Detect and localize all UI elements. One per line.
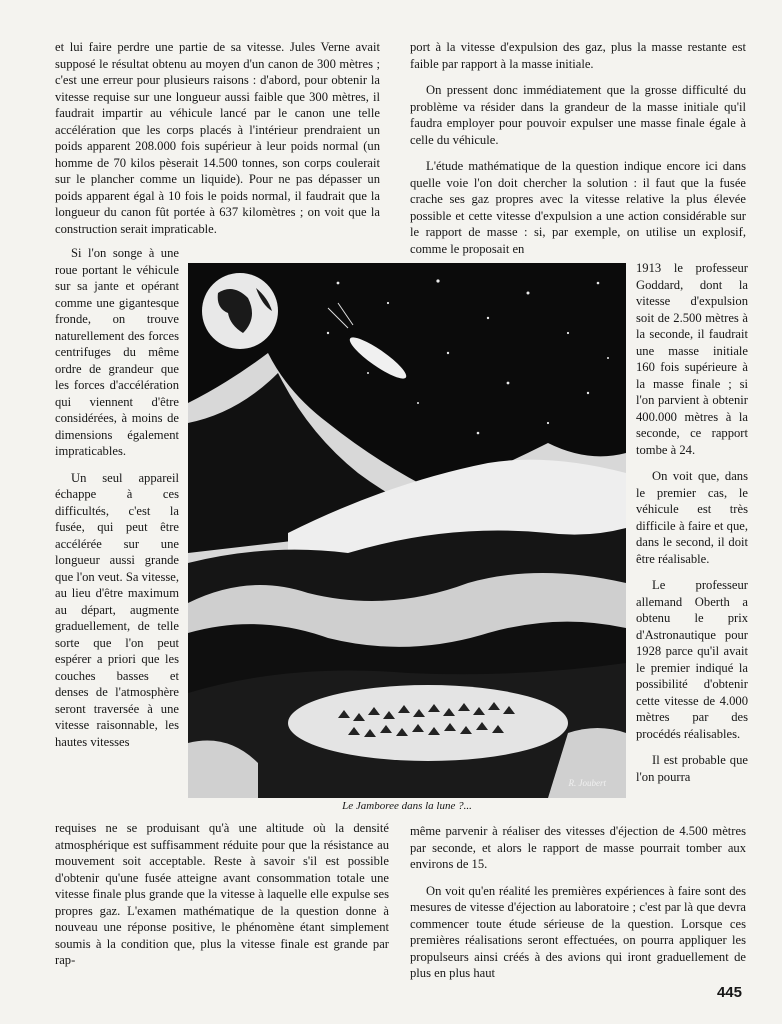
paragraph: et lui faire perdre une partie de sa vitesse. Jules Verne avait supposé le résultat obtenu au moyen d'un canon de 300 mètres ; c'est une erreur pour plusieurs raisons : d'abord, pour obtenir la vitesse requise sur une longueur aussi faible que 300 mètres, il faudrait impartir au véhicule lancé par le canon une telle accélération que les corps placés à l'intérieur prendraient un poids apparent 208.000 fois supérieur à leur poids normal (un homme de 70 kilos pèserait 14.500 tonnes, son corps coulerait sur le plancher comme un liquide). Pour ne pas dépasser un poids apparent égal à 10 fois le poids normal, il faudrait que la longueur du canon fût portée à 637 kilomètres ; on voit que la construction serait impraticable. (55, 40, 380, 236)
right-column-top (410, 39, 746, 257)
paragraph: L'étude mathématique de la question indique encore ici dans quelle voie l'on doit chercher la solution : il faut que la fusée crache ses gaz propres avec la vitesse relative la plus élevée possible et cette vitesse d'expulsion a une action considérable sur le rapport de masse : si, par exemple, on utilise un explosif, comme le proposait en (410, 159, 746, 256)
paragraph: 1913 le professeur Goddard, dont la vitesse d'expulsion soit de 2.500 mètres à la seconde, il faudrait une masse initiale 160 fois supérieure à la masse finale ; si l'on parvient à obtenir 400.000 mètres à la seconde, ce rapport tombe à 24. (636, 261, 748, 457)
paragraph: Le professeur allemand Oberth a obtenu le prix d'Astronautique pour 1928 parce qu'il avait le premier indiqué la possibilité d'obtenir cette vitesse de 4.000 mètres par des procédés réalisables. (636, 578, 748, 741)
artist-signature: R. Joubert (568, 778, 606, 788)
paragraph: même parvenir à réaliser des vitesses d'éjection de 4.500 mètres par seconde, et alors le rapport de masse pourrait tomber aux environs de 15. (410, 824, 746, 871)
paragraph: On voit qu'en réalité les premières expériences à faire sont des mesures de vitesse d'éjection au laboratoire ; c'est par là que devra commencer toute étude sérieuse de la question. Lorsque ces premières réalisations seront effectuées, on pourra appliquer les propulseurs ainsi créés à des avions qui iront graduellement de plus en plus haut (410, 883, 746, 980)
camp-plain (288, 685, 568, 761)
paragraph: Il est probable que l'on pourra (636, 753, 748, 784)
paragraph: On voit que, dans le premier cas, le véhicule est très difficile à faire et que, dans le second, il doit être réalisable. (636, 469, 748, 566)
illustration-caption: Le Jamboree dans la lune ?... (342, 800, 472, 812)
paragraph: On pressent donc immédiatement que la grosse difficulté du problème va résider dans la grandeur de la masse initiale qu'il faudra employer pour pouvoir expulser une masse finale égale à celle du véhicule. (410, 83, 746, 147)
page-number: 445 (716, 984, 742, 1001)
left-column-bottom (55, 820, 389, 969)
left-column-top (55, 39, 380, 237)
illustration-art (188, 263, 626, 798)
left-column-narrow (55, 245, 179, 750)
paragraph: Si l'on songe à une roue portant le véhicule sur sa jante et opérant comme une gigantesque fronde, on trouve naturellement des forces centrifuges du même ordre de grandeur que les forces d'accélération qui viennent d'être considérées, à moins de dimensions également impraticables. (55, 246, 179, 458)
moon-landscape-illustration (188, 263, 626, 798)
right-column-bottom (410, 823, 746, 982)
right-column-narrow (636, 260, 748, 785)
paragraph: Un seul appareil échappe à ces difficultés, c'est la fusée, qui peut être accélérée sur une longueur aussi grande que l'on veut. Sa vitesse, au lieu d'être maximum au départ, augmente graduellement, de telle sorte que l'on peut espérer a priori que les couches basses et denses de l'atmosphère seront traversée à une vitesse raisonnable, les hautes vitesses (55, 470, 179, 749)
paragraph: port à la vitesse d'expulsion des gaz, plus la masse restante est faible par rapport à la masse initiale. (410, 40, 746, 71)
paragraph: requises ne se produisant qu'à une altitude où la densité atmosphérique est suffisamment réduite pour que la résistance au mouvement soit acceptable. Reste à savoir s'il est possible d'obtenir qu'une fusée atteigne avant consommation totale une vitesse finale plus grande que la vitesse à laquelle elle expulse ses propres gaz. L'examen mathématique de la question donne à nouveau une réponse positive, le phénomène étant simplement soumis à la condition que, plus la vitesse finale est grande par rap- (55, 821, 389, 967)
